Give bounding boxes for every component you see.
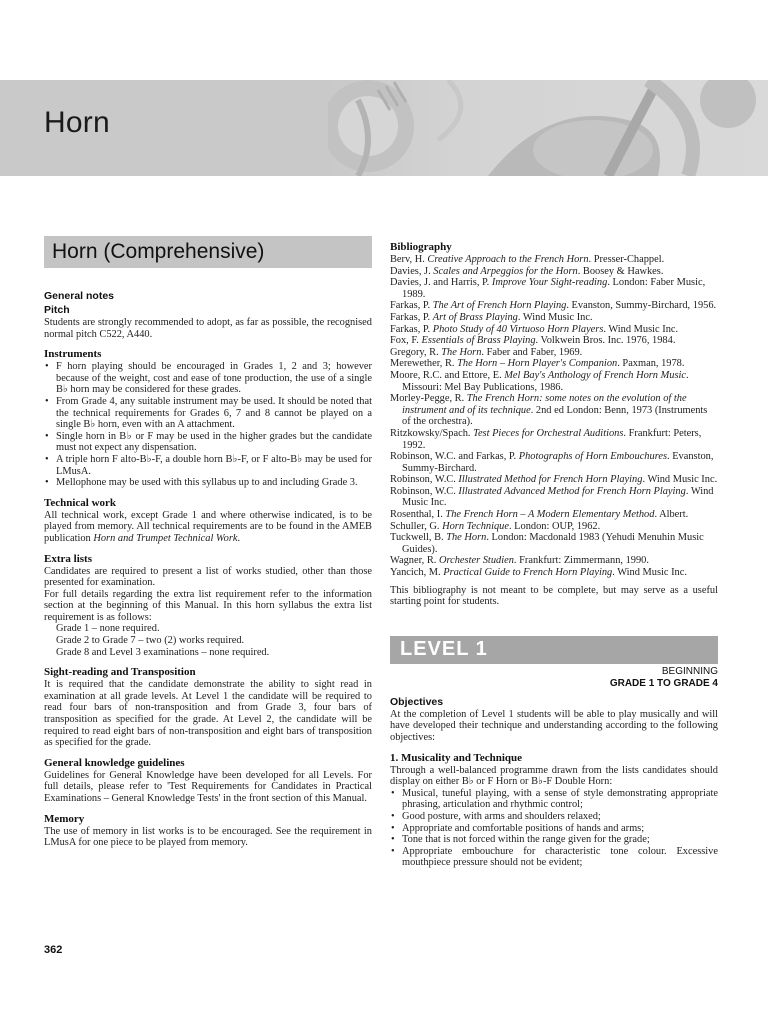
bibliography-entry: Robinson, W.C. Illustrated Advanced Method for French Horn Playing. Wind Music Inc. xyxy=(390,485,714,509)
musicality-heading: 1. Musicality and Technique xyxy=(390,751,523,764)
list-item: • From Grade 4, any suitable instrument may be used. It should be noted that the technical requirements for Grades 6, 7 and 8 cannot be played on a single B♭ horn, even with an A attachment. xyxy=(44,396,372,431)
extra-lists-text: Candidates are required to present a list of works studied, other than those presented for examination. xyxy=(44,565,372,589)
level-stage: BEGINNING xyxy=(661,665,718,677)
list-item: • Good posture, with arms and shoulders relaxed; xyxy=(390,811,718,823)
bibliography-entry: Robinson, W.C. Illustrated Method for French Horn Playing. Wind Music Inc. xyxy=(390,474,718,486)
objectives-text: At the completion of Level 1 students will be able to play musically and will have developed their technique and understanding according to the following objectives: xyxy=(390,708,718,743)
pitch-text: Students are strongly recommended to adopt, as far as possible, the recognised normal pitch C522, A440. xyxy=(44,317,372,340)
bibliography-entry: Rosenthal, I. The French Horn – A Modern Elementary Method. Albert. xyxy=(390,509,689,521)
right-column xyxy=(390,241,718,869)
bibliography-entry: Moore, R.C. and Ettore, E. Mel Bay's Anthology of French Horn Music. Missouri: Mel Bay Publications, 1986. xyxy=(390,369,689,393)
sight-reading-heading: Sight-reading and Transposition xyxy=(44,666,196,679)
bibliography-entry: Wagner, R. Orchester Studien. Frankfurt: Zimmermann, 1990. xyxy=(390,555,649,567)
musicality-list xyxy=(390,788,718,869)
bibliography-entry: Morley-Pegge, R. The French Horn: some notes on the evolution of the instrument and of its technique. 2nd ed London: Benn, 1973 (Instruments of the orchestra). xyxy=(390,393,708,428)
list-item: • Appropriate embouchure for characteristic tone colour. Excessive mouthpiece pressure should not be evident; xyxy=(390,846,718,869)
horn-illustration-graphic xyxy=(328,80,768,176)
bibliography-entry: Merewether, R. The Horn – Horn Player's Companion. Paxman, 1978. xyxy=(390,358,685,370)
extra-list-item: Grade 8 and Level 3 examinations – none required. xyxy=(56,646,270,658)
list-item: • Mellophone may be used with this syllabus up to and including Grade 3. xyxy=(44,477,372,489)
bibliography-entry: Yancich, M. Practical Guide to French Horn Playing. Wind Music Inc. xyxy=(390,567,687,579)
general-knowledge-text: Guidelines for General Knowledge have been developed for all Levels. For full details, please refer to 'Test Requirements for Candidates in Practical Examinations – General Knowledge Tests' in the front section of this Manual. xyxy=(44,769,372,804)
technical-work-heading: Technical work xyxy=(44,496,117,509)
bibliography-entry: Robinson, W.C. and Farkas, P. Photographs of Horn Embouchures. Evanston, Summy-Birchard. xyxy=(390,451,714,474)
page-title: Horn xyxy=(44,106,110,139)
technical-work-text: All technical work, except Grade 1 and where otherwise indicated, is to be played from memory. All technical requirements are to be found in the AMEB publication Horn and Trumpet Technical Work. xyxy=(44,509,372,544)
pitch-heading: Pitch xyxy=(44,304,70,316)
page-banner xyxy=(0,80,768,176)
extra-list-item: Grade 1 – none required. xyxy=(56,623,160,635)
bibliography-entry: Davies, J. Scales and Arpeggios for the Horn. Boosey & Hawkes. xyxy=(390,265,664,277)
list-item: • Tone that is not forced within the range given for the grade; xyxy=(390,834,718,846)
extra-lists-heading: Extra lists xyxy=(44,552,92,565)
level-title-bar: LEVEL 1 xyxy=(390,636,718,664)
memory-text: The use of memory in list works is to be encouraged. See the requirement in LMusA for one piece to be played from memory. xyxy=(44,825,372,849)
memory-heading: Memory xyxy=(44,812,85,825)
bibliography-entry: Tuckwell, B. The Horn. London: Macdonald 1983 (Yehudi Menuhin Music Guides). xyxy=(390,532,704,555)
bibliography-entry: Farkas, P. Art of Brass Playing. Wind Music Inc. xyxy=(390,311,593,323)
bibliography-entry: Schuller, G. Horn Technique. London: OUP, 1962. xyxy=(390,520,601,532)
bibliography-entry: Davies, J. and Harris, P. Improve Your Sight-reading. London: Faber Music, 1989. xyxy=(390,277,706,300)
section-header: Horn (Comprehensive) xyxy=(44,236,372,268)
general-notes-heading: General notes xyxy=(44,290,115,302)
objectives-heading: Objectives xyxy=(390,695,444,708)
bibliography-entry: Farkas, P. Photo Study of 40 Virtuoso Horn Players. Wind Music Inc. xyxy=(390,323,679,335)
bibliography-entry: Gregory, R. The Horn. Faber and Faber, 1969. xyxy=(390,346,583,358)
horn-illustration xyxy=(328,80,768,176)
instruments-list xyxy=(44,361,372,489)
list-item: • Single horn in B♭ or F may be used in the higher grades but the candidate must not expect any dispensation. xyxy=(44,431,372,454)
general-knowledge-heading: General knowledge guidelines xyxy=(44,756,185,769)
bibliography-entry: Ritzkowsky/Spach. Test Pieces for Orchestral Auditions. Frankfurt: Peters, 1992. xyxy=(390,427,702,451)
left-column xyxy=(44,236,372,849)
sight-reading-text: It is required that the candidate demonstrate the ability to sight read in examination at all grade levels. At Level 1 the candidate will be required to read four bars of non-transposition and from Grade 3, four bars of transposition as specified for the grade. At Level 2, the candidate will be required to read eight bars of non-transposition and eight bars of transposition as specified for the grade. xyxy=(44,679,372,749)
bibliography-entry: Farkas, P. The Art of French Horn Playing. Evanston, Summy-Birchard, 1956. xyxy=(390,300,717,312)
list-item: • Musical, tuneful playing, with a sense of style demonstrating appropriate phrasing, articulation and rhythmic control; xyxy=(390,788,718,811)
musicality-text: Through a well-balanced programme drawn from the lists candidates should display on either B♭ or F Horn or B♭-F Double Horn: xyxy=(390,764,718,788)
bibliography-note: This bibliography is not meant to be complete, but may serve as a useful starting point for students. xyxy=(390,584,718,608)
list-item: • Appropriate and comfortable positions of hands and arms; xyxy=(390,823,718,835)
list-item: • A triple horn F alto-B♭-F, a double horn B♭-F, or F alto-B♭ may be used for LMusA. xyxy=(44,454,372,477)
level-grades: GRADE 1 TO GRADE 4 xyxy=(609,677,718,689)
bibliography-heading: Bibliography xyxy=(390,241,452,253)
bibliography-list xyxy=(390,254,718,579)
instruments-heading: Instruments xyxy=(44,348,102,361)
extra-lists-text: For full details regarding the extra list requirement refer to the information section at the beginning of this Manual. In this horn syllabus the extra list requirement is as follows: xyxy=(44,588,372,623)
page-number: 362 xyxy=(44,944,63,956)
bibliography-entry: Berv, H. Creative Approach to the French Horn. Presser-Chappel. xyxy=(390,254,665,265)
extra-list-item: Grade 2 to Grade 7 – two (2) works required. xyxy=(56,635,245,647)
bibliography-entry: Fox, F. Essentials of Brass Playing. Volkwein Bros. Inc. 1976, 1984. xyxy=(390,335,676,347)
list-item: • F horn playing should be encouraged in Grades 1, 2 and 3; however because of the weight, cost and ease of tone production, the use of a single B♭ horn may be considered for these grades. xyxy=(44,361,372,396)
